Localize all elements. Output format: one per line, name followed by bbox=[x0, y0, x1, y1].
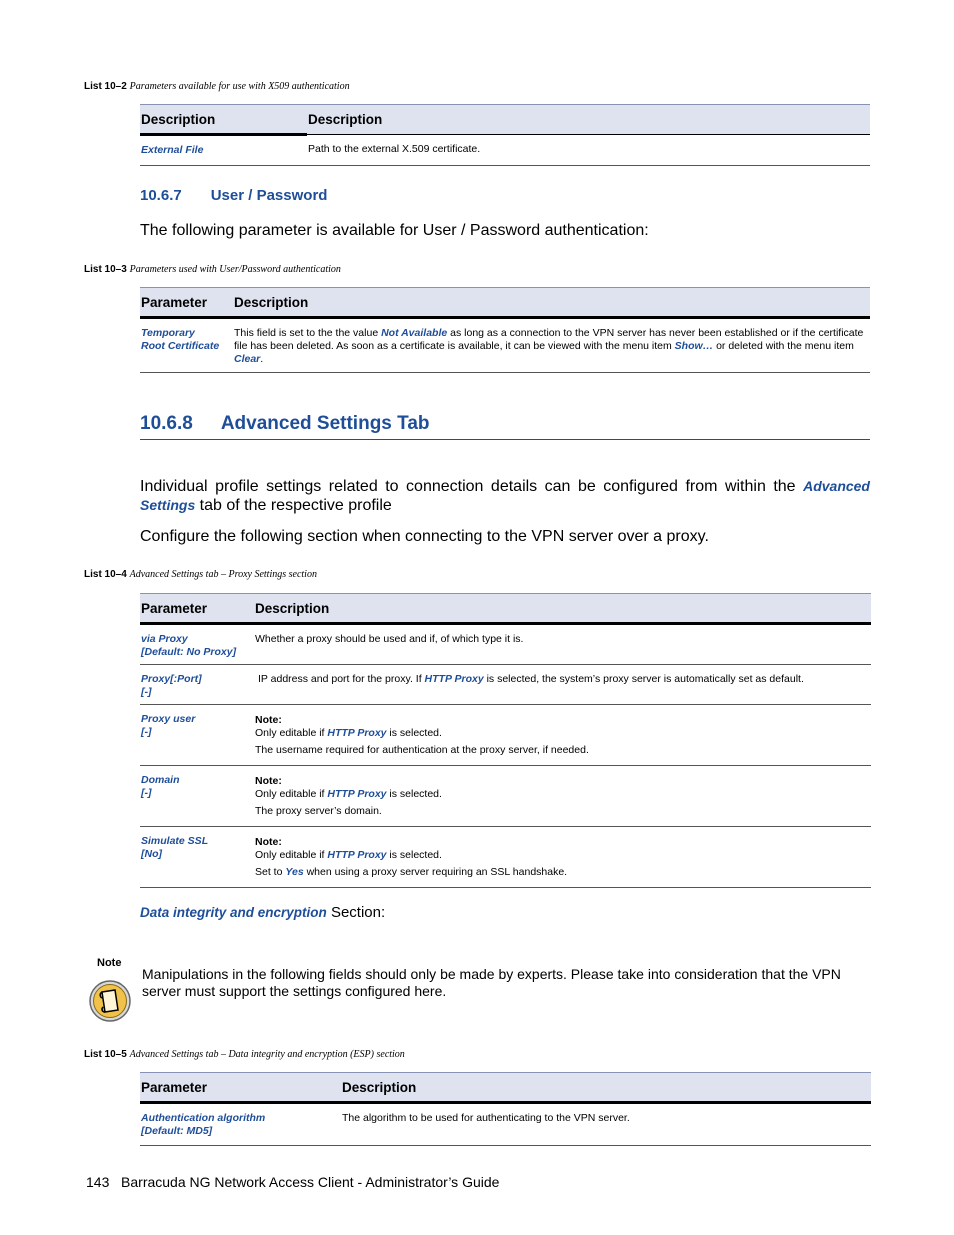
document-title: Barracuda NG Network Access Client - Administrator’s Guide bbox=[121, 1174, 500, 1190]
table-user-password-params bbox=[140, 287, 870, 373]
param-name: Temporary Root Certificate bbox=[140, 318, 233, 373]
proxy-intro-paragraph: Configure the following section when connecting to the VPN server over a proxy. bbox=[140, 528, 709, 545]
table-row bbox=[140, 665, 871, 705]
page-footer bbox=[86, 1174, 499, 1190]
column-header: Description bbox=[341, 1073, 871, 1103]
page-number: 143 bbox=[86, 1174, 110, 1190]
section-intro: The following parameter is available for User / Password authentication: bbox=[140, 222, 649, 239]
list-caption-10-2: List 10–2 Parameters available for use with X509 authentication bbox=[84, 81, 350, 92]
param-description: Whether a proxy should be used and if, of which type it is. bbox=[254, 624, 871, 665]
param-name: Authentication algorithm [Default: MD5] bbox=[140, 1103, 341, 1146]
table-data-integrity bbox=[140, 1072, 871, 1146]
column-header: Description bbox=[307, 105, 870, 135]
section-heading-10-6-7: 10.6.7 User / Password bbox=[140, 187, 328, 204]
column-header: Parameter bbox=[140, 594, 254, 624]
column-header: Description bbox=[233, 288, 870, 318]
param-name: via Proxy [Default: No Proxy] bbox=[140, 624, 254, 665]
param-description: Note: Only editable if HTTP Proxy is selected. The username required for authentication at the proxy server, if needed. bbox=[254, 705, 871, 766]
param-name: Proxy[:Port] [-] bbox=[140, 665, 254, 705]
column-header: Description bbox=[254, 594, 871, 624]
param-description: The algorithm to be used for authenticating to the VPN server. bbox=[341, 1103, 871, 1146]
list-caption-10-4: List 10–4 Advanced Settings tab – Proxy Settings section bbox=[84, 569, 317, 580]
table-row bbox=[140, 1103, 871, 1146]
param-description: This field is set to the the value Not Available as long as a connection to the VPN server has never been established or if the certificate file has been deleted. As soon as a certificate is available, it can be viewed with the menu item Show… or deleted with the menu item Clear. bbox=[233, 318, 870, 373]
table-row bbox=[140, 624, 871, 665]
param-description: Note: Only editable if HTTP Proxy is selected. Set to Yes when using a proxy server requiring an SSL handshake. bbox=[254, 827, 871, 888]
table-proxy-settings bbox=[140, 593, 871, 888]
param-description: Note: Only editable if HTTP Proxy is selected. The proxy server’s domain. bbox=[254, 766, 871, 827]
list-caption-10-5: List 10–5 Advanced Settings tab – Data integrity and encryption (ESP) section bbox=[84, 1049, 405, 1060]
table-row bbox=[140, 766, 871, 827]
note-pad-icon bbox=[88, 979, 132, 1023]
table-row bbox=[140, 705, 871, 766]
column-header: Description bbox=[140, 105, 307, 135]
param-name: Simulate SSL [No] bbox=[140, 827, 254, 888]
table-row bbox=[140, 827, 871, 888]
column-header: Parameter bbox=[140, 1073, 341, 1103]
table-row bbox=[140, 135, 870, 166]
param-name: Domain [-] bbox=[140, 766, 254, 827]
param-name: Proxy user [-] bbox=[140, 705, 254, 766]
section-heading-10-6-8: 10.6.8 Advanced Settings Tab bbox=[140, 413, 870, 440]
param-description: Path to the external X.509 certificate. bbox=[307, 135, 870, 166]
list-caption-10-3: List 10–3 Parameters used with User/Password authentication bbox=[84, 264, 341, 275]
table-x509-params bbox=[140, 104, 870, 166]
advanced-settings-paragraph: Individual profile settings related to connection details can be configured from within the Advanced Settings tab of the respective profile bbox=[140, 478, 870, 514]
param-name: External File bbox=[140, 135, 307, 166]
column-header: Parameter bbox=[140, 288, 233, 318]
data-integrity-heading: Data integrity and encryption Section: bbox=[140, 904, 386, 921]
note-label: Note bbox=[97, 957, 122, 969]
note-text: Manipulations in the following fields should only be made by experts. Please take into consideration that the VPN server must support the settings configured here. bbox=[142, 966, 841, 999]
advanced-settings-link: Advanced Settings bbox=[140, 478, 870, 513]
table-row bbox=[140, 318, 870, 373]
param-description: IP address and port for the proxy. If HTTP Proxy is selected, the system’s proxy server is automatically set as default. bbox=[254, 665, 871, 705]
